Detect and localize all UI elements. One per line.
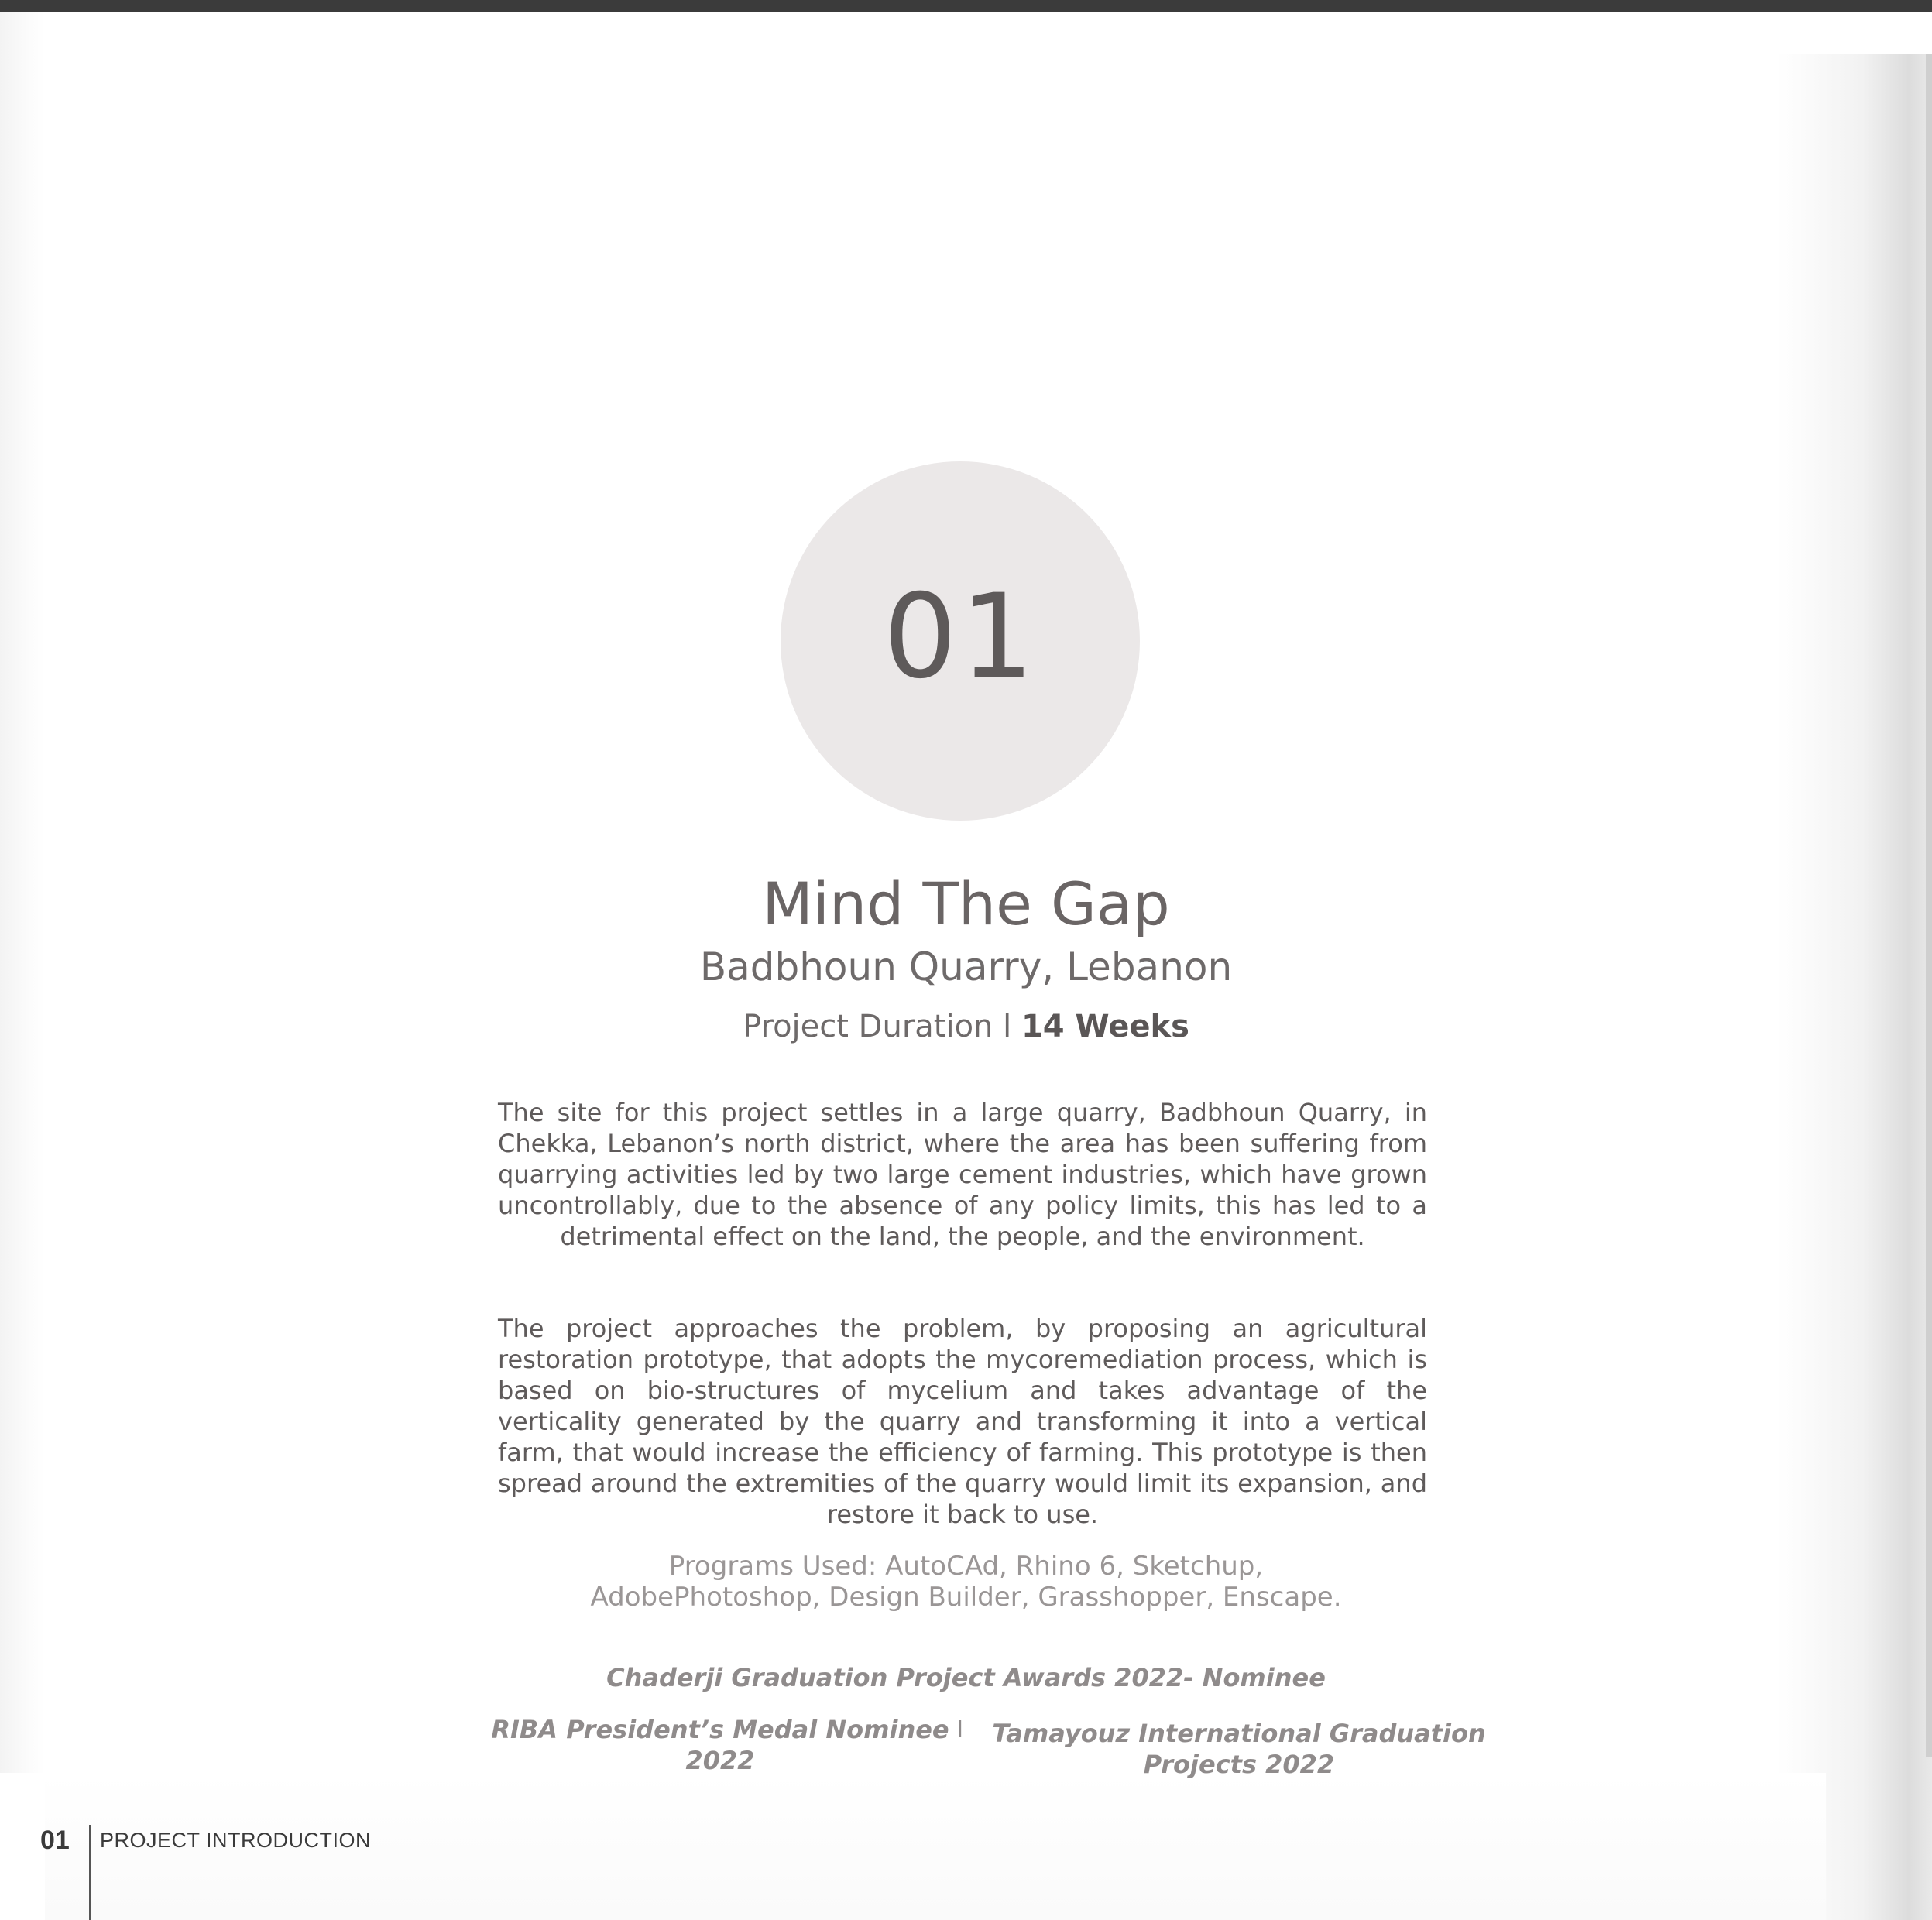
- award-riba-line-1: RIBA President’s Medal Nominee: [491, 1715, 949, 1744]
- footer-page-number: 01: [40, 1826, 70, 1855]
- award-riba: [465, 1714, 976, 1776]
- top-dark-bar: [0, 0, 1932, 12]
- description-paragraph-1: The site for this project settles in a large quarry, Badbhoun Quarry, in Chekka, Lebanon’s north district, where the area has been suffering from quarrying activities led by two large cement industries, which have grown uncontrollably, due to the absence of any policy limits, this has led to a detrimental effect on the land, the people, and the environment.: [498, 1098, 1427, 1251]
- project-title: Mind The Gap: [762, 869, 1170, 938]
- footer-divider: [89, 1825, 91, 1920]
- award-chaderji: Chaderji Graduation Project Awards 2022- Nominee: [606, 1663, 1326, 1692]
- duration-label: Project Duration l: [743, 1009, 1012, 1044]
- award-tamayouz-line-1: Tamayouz International Graduation: [992, 1719, 1486, 1748]
- duration-value: 14 Weeks: [1021, 1009, 1189, 1044]
- programs-used: [0, 1551, 1932, 1613]
- project-number-circle: [781, 461, 1140, 821]
- award-riba-line-2: 2022: [685, 1746, 755, 1775]
- award-tamayouz: [983, 1718, 1494, 1780]
- award-tamayouz-line-2: Projects 2022: [1143, 1750, 1335, 1779]
- project-location: Badbhoun Quarry, Lebanon: [699, 945, 1233, 989]
- project-number: 01: [883, 570, 1038, 705]
- programs-line-2: AdobePhotoshop, Design Builder, Grasshopper, Enscape.: [590, 1582, 1342, 1613]
- footer-section-label: PROJECT INTRODUCTION: [100, 1829, 372, 1852]
- project-duration: [0, 1003, 1932, 1050]
- award-separator: l: [957, 1716, 963, 1742]
- programs-line-1: Programs Used: AutoCAd, Rhino 6, Sketchup,: [668, 1551, 1264, 1582]
- description-paragraph-2: The project approaches the problem, by proposing an agricultural restoration prototype, that adopts the mycoremediation process, which is based on bio-structures of mycelium and takes advantage of the verticality generated by the quarry and transforming it into a vertical farm, that would increase the efficiency of farming. This prototype is then spread around the extremities of the quarry would limit its expansion, and restore it back to use.: [498, 1314, 1427, 1529]
